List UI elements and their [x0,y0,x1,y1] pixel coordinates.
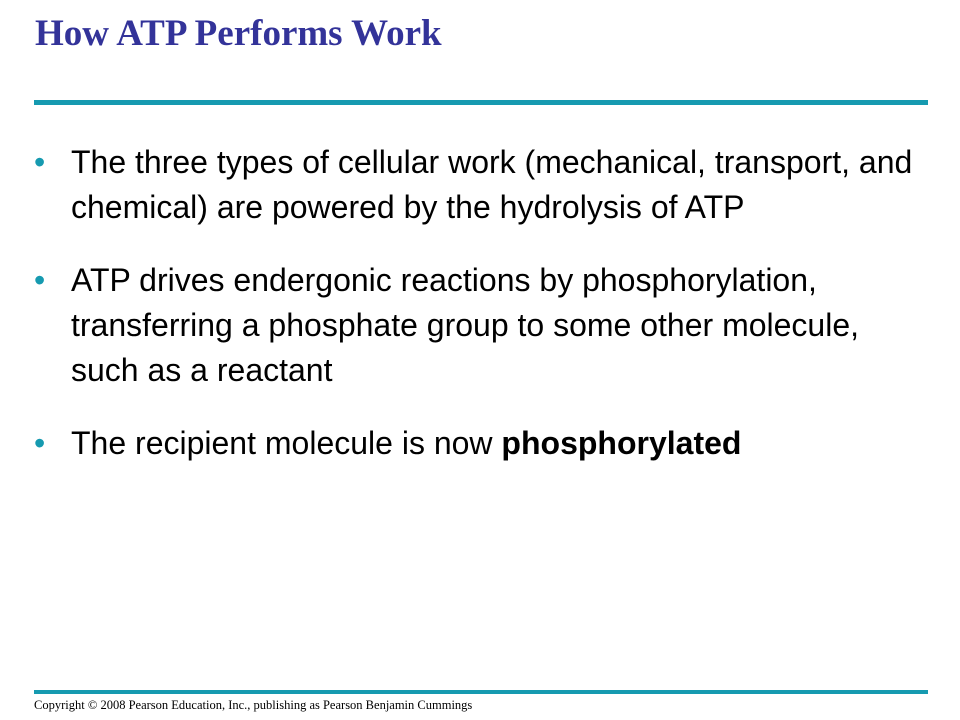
bullet-text [71,425,741,461]
bullet-text-plain: The recipient molecule is now [71,425,502,461]
bullet-text: ATP drives endergonic reactions by phosphorylation, transferring a phosphate group to some other molecule, such as a reactant [71,262,860,388]
title-divider [34,100,928,105]
bullet-text: The three types of cellular work (mechanical, transport, and chemical) are powered by the hydrolysis of ATP [71,144,913,225]
bullet-item [34,421,914,466]
bullet-item [34,140,914,230]
copyright-notice: Copyright © 2008 Pearson Education, Inc., publishing as Pearson Benjamin Cummings [34,698,473,712]
footer-divider [34,690,928,694]
bullet-item [34,258,914,393]
bullet-marker: • [34,144,46,180]
bullet-list [34,140,914,494]
slide-title: How ATP Performs Work [35,13,442,54]
bullet-marker: • [34,262,46,298]
bullet-emphasis-term: phosphorylated [501,425,742,461]
bullet-marker: • [34,425,46,461]
